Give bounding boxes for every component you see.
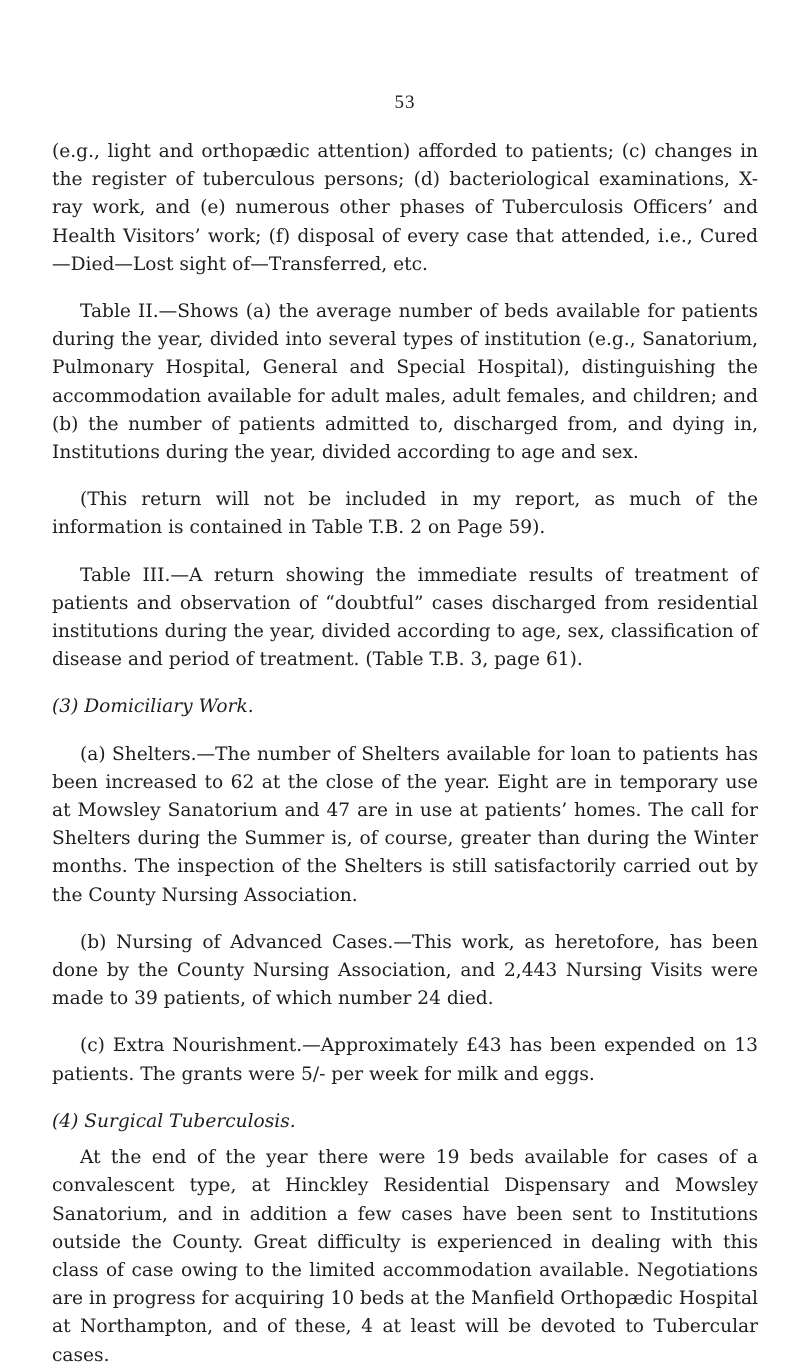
paragraph-shelters: (a) Shelters.—The number of Shelters available for loan to patients has been increased to 62 at the close of the year. Eight are in temporary use at Mowsley Sanatorium and 47 are in use at patients’ homes. The call for Shelters during the Summer is, of course, greater than during the Winter months. The inspection of the Shelters is still satisfactorily carried out by the County Nursing Association. (52, 743, 758, 906)
paragraph-table-ii: Table II.—Shows (a) the average number of beds available for patients during the year, divided into several types of institution (e.g., Sanatorium, Pulmonary Hospital, General and Special Hospital), distinguishing the accommodation available for adult males, adult females, and children; and (b) the number of patients admitted to, discharged from, and dying in, Institutions during the year, divided according to age and sex. (52, 301, 758, 464)
paragraph-return-note: (This return will not be included in my report, as much of the information is contained in Table T.B. 2 on Page 59). (52, 489, 758, 539)
heading-surgical-tuberculosis: (4) Surgical Tuberculosis. (52, 1110, 296, 1132)
paragraph-table-i-continued: (e.g., light and orthopædic attention) afforded to patients; (c) changes in the register of tuberculous persons; (d) bacteriological examinations, X-ray work, and (e) numerous other phases of Tuberculosis Officers’ and Health Visitors’ work; (f) disposal of every case that attended, i.e., Cured—Died—Lost sight of—Transferred, etc. (52, 141, 758, 275)
heading-domiciliary-work: (3) Domiciliary Work. (52, 696, 254, 718)
paragraph-table-iii: Table III.—A return showing the immediate results of treatment of patients and observation of “doubtful” cases discharged from residential institutions during the year, divided according to age, sex, classification of disease and period of treatment. (Table T.B. 3, page 61). (52, 564, 758, 671)
page-number: 53 (394, 92, 416, 113)
paragraph-nursing: (b) Nursing of Advanced Cases.—This work, as heretofore, has been done by the County Nursing Association, and 2,443 Nursing Visits were made to 39 patients, of which number 24 died. (52, 931, 758, 1010)
body-text (52, 138, 758, 1370)
document-page (52, 0, 758, 1366)
paragraph-nourishment: (c) Extra Nourishment.—Approximately £43 has been expended on 13 patients. The grants were 5/- per week for milk and eggs. (52, 1035, 758, 1085)
paragraph-surgical: At the end of the year there were 19 beds available for cases of a convalescent type, at Hinckley Residential Dispensary and Mowsley Sanatorium, and in addition a few cases have been sent to Institutions outside the County. Great difficulty is experienced in dealing with this class of case owing to the limited accommodation available. Negotiations are in progress for acquiring 10 beds at the Manfield Orthopædic Hospital at Northampton, and of these, 4 at least will be devoted to Tubercular cases. (52, 1147, 758, 1366)
